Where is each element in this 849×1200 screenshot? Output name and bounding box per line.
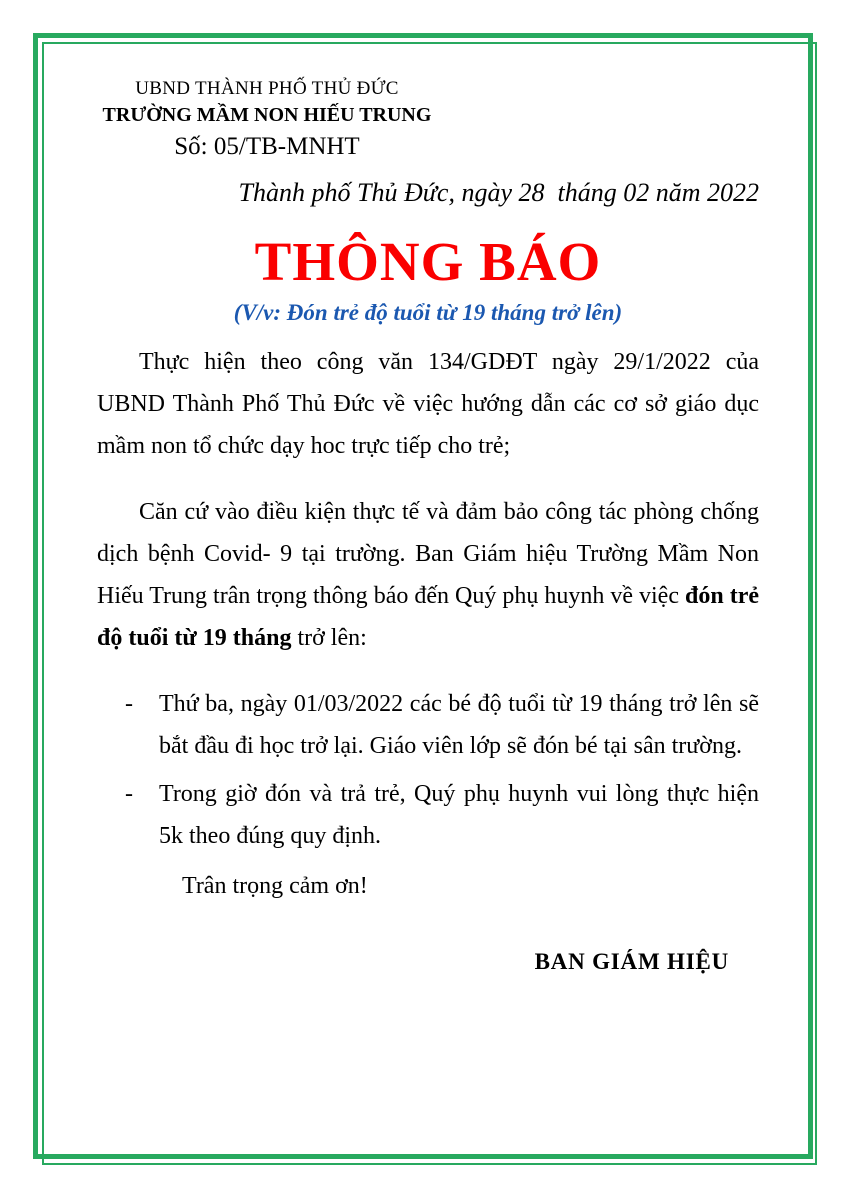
- paragraph-announcement-bold: đón trẻ độ tuổi từ 19 tháng: [97, 583, 759, 651]
- closing-thanks: Trân trọng cảm ơn!: [182, 873, 368, 899]
- issuing-authority: UBND THÀNH PHỐ THỦ ĐỨC: [135, 78, 399, 99]
- document-subject: (V/v: Đón trẻ độ tuổi từ 19 tháng trở lên): [233, 300, 623, 325]
- paragraph-announcement: [97, 491, 759, 659]
- list-item: [97, 773, 759, 857]
- letterhead: [97, 76, 437, 165]
- document-title: THÔNG BÁO: [254, 231, 602, 292]
- document-number: Số: 05/TB-MNHT: [174, 133, 360, 160]
- list-item-text: Trong giờ đón và trả trẻ, Quý phụ huynh vui lòng thực hiện 5k theo đúng quy định.: [159, 781, 759, 849]
- dash-bullet-marker: -: [125, 691, 133, 717]
- list-item: [97, 683, 759, 767]
- paragraph-announcement-before: Căn cứ vào điều kiện thực tế và đảm bảo công tác phòng chống dịch bệnh Covid- 9 tại trường. Ban Giám hiệu Trường Mầm Non Hiếu Trung trân trọng thông báo đến Quý phụ huynh về việc: [97, 499, 759, 609]
- paragraph-legal-basis: Thực hiện theo công văn 134/GDĐT ngày 29/1/2022 của UBND Thành Phố Thủ Đức về việc hướng dẫn các cơ sở giáo dục mầm non tổ chức dạy hoc trực tiếp cho trẻ;: [97, 349, 759, 459]
- list-item-text: Thứ ba, ngày 01/03/2022 các bé độ tuổi từ 19 tháng trở lên sẽ bắt đầu đi học trở lại. Giáo viên lớp sẽ đón bé tại sân trường.: [159, 691, 759, 759]
- place-date-line: Thành phố Thủ Đức, ngày 28 tháng 02 năm 2022: [238, 178, 759, 207]
- document-content: [97, 76, 759, 977]
- dash-bullet-marker: -: [125, 781, 133, 807]
- paragraph-announcement-after: trở lên:: [291, 625, 367, 651]
- school-name: TRƯỜNG MẦM NON HIẾU TRUNG: [102, 104, 432, 126]
- signature-block: BAN GIÁM HIỆU: [534, 949, 729, 974]
